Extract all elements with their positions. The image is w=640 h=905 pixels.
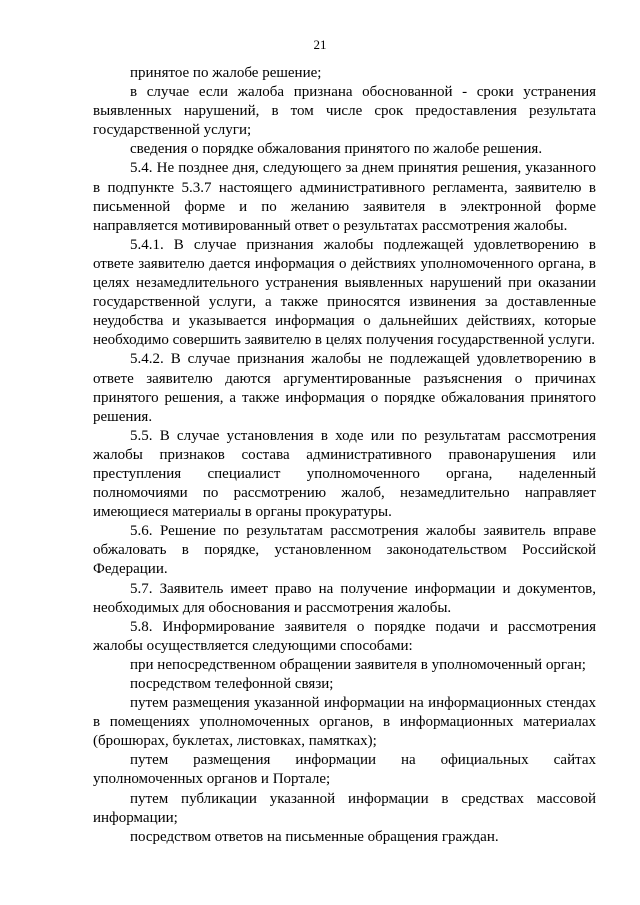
paragraph-deadlines: в случае если жалоба признана обоснованной - сроки устранения выявленных нарушений, в том числе срок предоставления результата государственной услуги; <box>93 84 596 139</box>
list-item-direct-contact: при непосредственном обращении заявителя в уполномоченный орган; <box>130 656 586 673</box>
paragraph-appeal-procedure: сведения о порядке обжалования принятого по жалобе решения. <box>130 141 543 158</box>
list-item-official-sites: путем размещения информации на официальных сайтах уполномоченных органов и Портале; <box>93 752 596 788</box>
paragraph-5-4: 5.4. Не позднее дня, следующего за днем принятия решения, указанного в подпункте 5.3.7 настоящего административного регламента, заявителю в письменной форме и по желанию заявителя в электронной форме направляется мотивированный ответ о результатах рассмотрения жалобы. <box>93 160 596 234</box>
list-item-written-replies: посредством ответов на письменные обращения граждан. <box>130 828 499 845</box>
paragraph-5-7: 5.7. Заявитель имеет право на получение информации и документов, необходимых для обоснования и рассмотрения жалобы. <box>93 580 596 616</box>
page-number: 21 <box>313 37 327 52</box>
document-body <box>93 64 596 847</box>
list-item-info-stands: путем размещения указанной информации на информационных стендах в помещениях уполномоченных органов, в информационных материалах (брошюрах, буклетах, листовках, памятках); <box>93 695 596 750</box>
paragraph-5-4-1: 5.4.1. В случае признания жалобы подлежащей удовлетворению в ответе заявителю дается информация о действиях уполномоченного органа, в целях незамедлительного устранения выявленных нарушений при оказании государственной услуги, а также приносятся извинения за доставленные неудобства и указывается информация о дальнейших действиях, которые необходимо совершить заявителю в целях получения государственной услуги. <box>93 236 596 349</box>
paragraph-5-6: 5.6. Решение по результатам рассмотрения жалобы заявитель вправе обжаловать в порядке, установленном законодательством Российской Федерации. <box>93 523 596 578</box>
paragraph-decision: принятое по жалобе решение; <box>130 65 322 81</box>
paragraph-5-5: 5.5. В случае установления в ходе или по результатам рассмотрения жалобы признаков состава административного правонарушения или преступления специалист уполномоченного органа, наделенный полномочиями по рассмотрению жалоб, незамедлительно направляет имеющиеся материалы в органы прокуратуры. <box>93 427 596 521</box>
list-item-phone: посредством телефонной связи; <box>130 676 334 692</box>
list-item-mass-media: путем публикации указанной информации в средствах массовой информации; <box>93 790 596 826</box>
paragraph-5-4-2: 5.4.2. В случае признания жалобы не подлежащей удовлетворению в ответе заявителю даются аргументированные разъяснения о причинах принятого решения, а также информация о порядке обжалования принятого решения. <box>93 351 596 425</box>
paragraph-5-8: 5.8. Информирование заявителя о порядке подачи и рассмотрения жалобы осуществляется следующими способами: <box>93 618 596 654</box>
